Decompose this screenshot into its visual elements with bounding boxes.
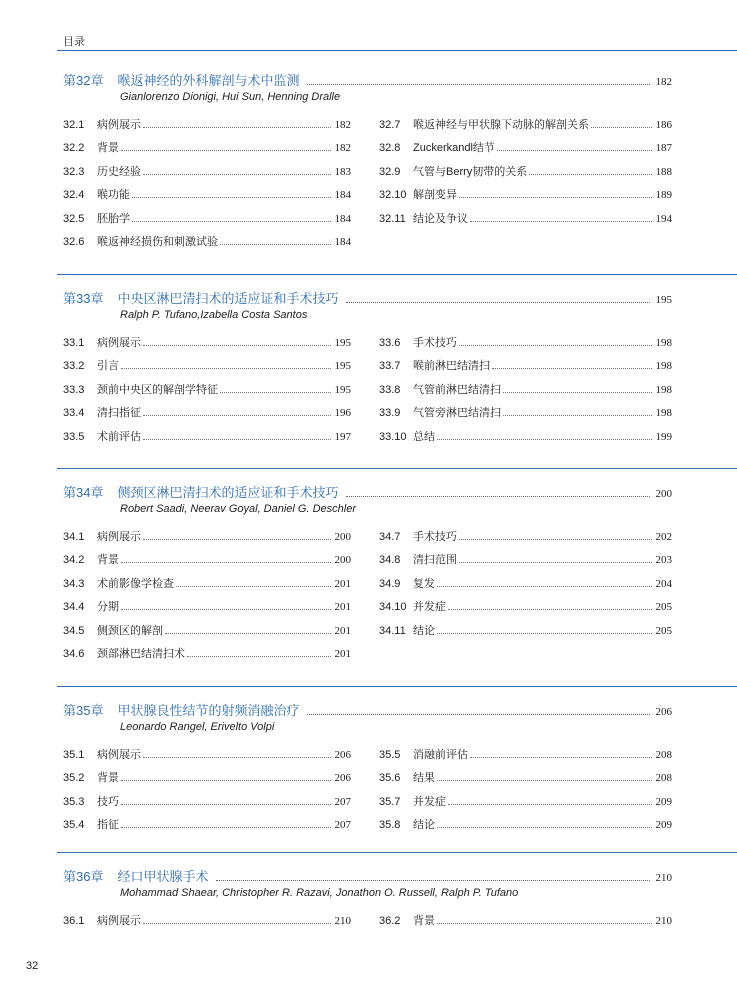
section-page: 184	[334, 189, 351, 202]
section-title: 背景	[97, 772, 119, 785]
section-page: 184	[334, 212, 351, 225]
entry-column-left	[63, 528, 351, 668]
section-title: 喉返神经与甲状腺下动脉的解剖关系	[413, 119, 589, 131]
section-number: 32.11	[379, 212, 406, 225]
section-number: 32.6	[63, 235, 85, 248]
section-page: 198	[655, 360, 672, 373]
chapter-title: 侧颈区淋巴清扫术的适应证和手术技巧	[117, 485, 339, 500]
entry-column-left	[63, 746, 351, 840]
chapter-title: 喉返神经的外科解剖与术中监测	[117, 73, 300, 88]
section-number: 33.4	[63, 407, 85, 420]
section-title: 消融前评估	[413, 749, 468, 761]
entry-column-left	[63, 116, 351, 256]
entry-column-right	[379, 746, 672, 840]
leader-dots	[437, 827, 652, 828]
chapter-heading[interactable]	[63, 482, 672, 500]
chapter-page: 200	[655, 488, 672, 500]
section-title: 解剖变异	[413, 189, 457, 202]
section-page: 188	[655, 165, 672, 178]
chapter-divider	[57, 852, 737, 853]
section-title: 背景	[97, 554, 119, 567]
leader-dots	[216, 880, 649, 881]
section-page: 201	[334, 647, 351, 660]
section-number: 35.7	[379, 795, 401, 808]
toc-entry[interactable]	[379, 598, 672, 621]
toc-entry[interactable]	[63, 404, 351, 427]
section-page: 207	[334, 795, 351, 808]
section-page: 195	[334, 360, 351, 373]
toc-entry[interactable]	[63, 645, 351, 668]
section-number: 33.5	[63, 430, 85, 443]
leader-dots	[503, 392, 652, 393]
section-page: 183	[334, 165, 351, 178]
section-number: 34.1	[63, 531, 85, 543]
section-number: 32.10	[379, 189, 407, 202]
chapter-title: 甲状腺良性结节的射频消融治疗	[117, 703, 300, 718]
leader-dots	[121, 780, 331, 781]
toc-entry[interactable]	[379, 186, 672, 209]
section-page: 208	[655, 749, 672, 761]
leader-dots	[132, 197, 331, 198]
section-title: 病例展示	[97, 749, 141, 761]
chapter-title: 中央区淋巴清扫术的适应证和手术技巧	[117, 291, 339, 306]
toc-entry[interactable]	[63, 116, 351, 139]
toc-entry[interactable]	[63, 816, 351, 839]
section-page: 182	[334, 119, 351, 131]
toc-entry[interactable]	[379, 575, 672, 598]
toc-entry[interactable]	[63, 746, 351, 769]
leader-dots	[497, 150, 652, 151]
entry-column-left	[63, 334, 351, 451]
section-number: 34.10	[379, 601, 407, 614]
toc-entry[interactable]	[379, 404, 672, 427]
section-page: 198	[655, 383, 672, 396]
toc-entry[interactable]	[63, 551, 351, 574]
section-number: 33.1	[63, 337, 85, 349]
section-number: 32.4	[63, 189, 85, 202]
entry-column-right	[379, 116, 672, 233]
chapter-authors: Mohammad Shaear, Christopher R. Razavi, Jonathon O. Russell, Ralph P. Tufano	[120, 887, 519, 899]
toc-entry[interactable]	[379, 528, 672, 551]
section-number: 33.8	[379, 383, 401, 396]
toc-entry[interactable]	[63, 357, 351, 380]
leader-dots	[165, 633, 331, 634]
leader-dots	[437, 586, 652, 587]
section-page: 182	[334, 142, 351, 155]
entry-column-right	[379, 334, 672, 451]
section-title: 分期	[97, 601, 119, 614]
section-title: 喉返神经损伤和刺激试验	[97, 235, 218, 248]
section-number: 35.8	[379, 819, 401, 832]
section-page: 208	[655, 772, 672, 785]
chapter-authors: Gianlorenzo Dionigi, Hui Sun, Henning Dralle	[120, 91, 341, 103]
toc-entry[interactable]	[379, 746, 672, 769]
section-number: 34.2	[63, 554, 85, 567]
section-page: 201	[334, 577, 351, 590]
section-number: 34.11	[379, 624, 406, 637]
leader-dots	[448, 609, 652, 610]
toc-entry[interactable]	[63, 769, 351, 792]
leader-dots	[437, 923, 652, 924]
section-page: 201	[334, 601, 351, 614]
toc-entry[interactable]	[63, 622, 351, 645]
section-title: 并发症	[413, 795, 446, 808]
leader-dots	[121, 150, 331, 151]
section-title: 术前影像学检查	[97, 577, 174, 590]
leader-dots	[492, 368, 652, 369]
section-page: 199	[655, 430, 672, 443]
section-title: 气管前淋巴结清扫	[413, 383, 501, 396]
toc-entry[interactable]	[379, 551, 672, 574]
chapter-number: 第33章	[63, 291, 104, 306]
leader-dots	[346, 302, 649, 303]
section-number: 35.3	[63, 795, 85, 808]
toc-entry[interactable]	[63, 210, 351, 233]
leader-dots	[459, 197, 652, 198]
section-title: 背景	[97, 142, 119, 155]
toc-entry[interactable]	[63, 233, 351, 256]
section-page: 186	[655, 119, 672, 131]
section-page: 200	[334, 554, 351, 567]
section-page: 194	[655, 212, 672, 225]
section-title: 手术技巧	[413, 337, 457, 349]
leader-dots	[591, 127, 652, 128]
leader-dots	[143, 345, 331, 346]
section-number: 32.9	[379, 165, 401, 178]
header-rule	[57, 50, 737, 51]
leader-dots	[470, 757, 652, 758]
leader-dots	[448, 804, 652, 805]
section-page: 210	[334, 915, 351, 927]
section-number: 34.5	[63, 624, 85, 637]
section-number: 33.3	[63, 383, 85, 396]
leader-dots	[470, 221, 652, 222]
toc-entry[interactable]	[63, 428, 351, 451]
leader-dots	[143, 415, 331, 416]
toc-entry[interactable]	[379, 769, 672, 792]
toc-entry[interactable]	[379, 163, 672, 186]
section-number: 32.2	[63, 142, 85, 155]
section-number: 32.3	[63, 165, 85, 178]
toc-entry[interactable]	[63, 163, 351, 186]
section-title: 总结	[413, 430, 435, 443]
toc-entry[interactable]	[379, 622, 672, 645]
leader-dots	[176, 586, 331, 587]
section-title: 并发症	[413, 601, 446, 614]
section-number: 32.8	[379, 142, 401, 155]
leader-dots	[143, 127, 331, 128]
chapter-heading[interactable]	[63, 700, 672, 718]
section-page: 198	[655, 407, 672, 420]
section-page: 197	[334, 430, 351, 443]
section-title: 气管与Berry韧带的关系	[413, 165, 528, 178]
section-page: 207	[334, 819, 351, 832]
section-page: 201	[334, 624, 351, 637]
leader-dots	[529, 174, 651, 175]
running-header: 目录	[63, 36, 85, 48]
toc-entry[interactable]	[379, 334, 672, 357]
chapter-authors: Ralph P. Tufano,Izabella Costa Santos	[120, 309, 308, 321]
leader-dots	[503, 415, 652, 416]
section-number: 34.9	[379, 577, 401, 590]
section-page: 187	[655, 142, 672, 155]
leader-dots	[459, 562, 652, 563]
section-page: 200	[334, 531, 351, 543]
section-page: 189	[655, 189, 672, 202]
section-title: 清扫指征	[97, 407, 141, 420]
section-title: 颈部淋巴结清扫术	[97, 647, 185, 660]
section-title: 结论	[413, 819, 435, 832]
toc-entry[interactable]	[63, 912, 351, 935]
chapter-divider	[57, 686, 737, 687]
leader-dots	[132, 221, 331, 222]
leader-dots	[437, 633, 652, 634]
page-number: 32	[26, 960, 39, 972]
chapter-number: 第32章	[63, 73, 104, 88]
section-page: 195	[334, 383, 351, 396]
chapter-number: 第36章	[63, 869, 104, 884]
section-page: 205	[655, 601, 672, 614]
section-title: 背景	[413, 915, 435, 927]
section-number: 32.1	[63, 119, 85, 131]
section-title: 喉前淋巴结清扫	[413, 360, 490, 373]
section-page: 198	[655, 337, 672, 349]
toc-entry[interactable]	[63, 793, 351, 816]
toc-entry[interactable]	[63, 381, 351, 404]
leader-dots	[143, 439, 331, 440]
section-page: 205	[655, 624, 672, 637]
section-title: 手术技巧	[413, 531, 457, 543]
section-number: 33.9	[379, 407, 401, 420]
leader-dots	[459, 539, 652, 540]
toc-entry[interactable]	[63, 575, 351, 598]
section-page: 204	[655, 577, 672, 590]
section-number: 35.6	[379, 772, 401, 785]
section-title: 病例展示	[97, 531, 141, 543]
toc-entry[interactable]	[379, 116, 672, 139]
section-number: 32.7	[379, 119, 401, 131]
section-number: 33.7	[379, 360, 401, 373]
toc-entry[interactable]	[379, 381, 672, 404]
leader-dots	[143, 757, 331, 758]
section-page: 202	[655, 531, 672, 543]
section-page: 206	[334, 772, 351, 785]
leader-dots	[121, 827, 331, 828]
section-title: 复发	[413, 577, 435, 590]
section-title: 指征	[97, 819, 119, 832]
section-page: 206	[334, 749, 351, 761]
section-number: 32.5	[63, 212, 85, 225]
section-title: 结论及争议	[413, 212, 468, 225]
section-number: 33.6	[379, 337, 401, 349]
section-title: 术前评估	[97, 430, 141, 443]
toc-entry[interactable]	[379, 912, 672, 935]
section-title: 病例展示	[97, 337, 141, 349]
leader-dots	[459, 345, 652, 346]
leader-dots	[143, 539, 331, 540]
entry-column-left	[63, 912, 351, 935]
section-number: 36.1	[63, 915, 85, 927]
leader-dots	[121, 804, 331, 805]
toc-entry[interactable]	[63, 334, 351, 357]
section-title: 历史经验	[97, 165, 141, 178]
chapter-divider	[57, 468, 737, 469]
leader-dots	[121, 368, 331, 369]
leader-dots	[220, 392, 331, 393]
section-number: 34.7	[379, 531, 401, 543]
section-title: 病例展示	[97, 915, 141, 927]
leader-dots	[187, 656, 331, 657]
section-title: 引言	[97, 360, 119, 373]
chapter-page: 210	[655, 872, 672, 884]
leader-dots	[143, 923, 331, 924]
toc-entry[interactable]	[379, 793, 672, 816]
chapter-title: 经口甲状腺手术	[117, 869, 209, 884]
section-number: 35.5	[379, 749, 401, 761]
chapter-heading[interactable]	[63, 288, 672, 306]
toc-entry[interactable]	[379, 139, 672, 162]
chapter-authors: Leonardo Rangel, Erivelto Volpi	[120, 721, 275, 733]
section-title: 结论	[413, 624, 435, 637]
section-title: 颈前中央区的解剖学特征	[97, 383, 218, 396]
section-page: 195	[334, 337, 351, 349]
toc-entry[interactable]	[63, 139, 351, 162]
section-title: 技巧	[97, 795, 119, 808]
section-title: Zuckerkandl结节	[413, 142, 495, 155]
section-page: 210	[655, 915, 672, 927]
section-title: 清扫范围	[413, 554, 457, 567]
leader-dots	[220, 244, 331, 245]
leader-dots	[121, 609, 331, 610]
section-number: 35.2	[63, 772, 85, 785]
chapter-page: 182	[655, 76, 672, 88]
section-number: 33.10	[379, 430, 407, 443]
section-page: 209	[655, 795, 672, 808]
section-title: 喉功能	[97, 189, 130, 202]
leader-dots	[437, 439, 652, 440]
section-number: 36.2	[379, 915, 401, 927]
entry-column-right	[379, 912, 672, 935]
chapter-divider	[57, 274, 737, 275]
section-number: 35.4	[63, 819, 85, 832]
section-title: 侧颈区的解剖	[97, 624, 163, 637]
section-number: 34.6	[63, 647, 85, 660]
section-title: 胚胎学	[97, 212, 130, 225]
section-number: 34.3	[63, 577, 85, 590]
toc-entry[interactable]	[379, 428, 672, 451]
toc-entry[interactable]	[379, 210, 672, 233]
toc-entry[interactable]	[379, 816, 672, 839]
leader-dots	[143, 174, 331, 175]
chapter-number: 第34章	[63, 485, 104, 500]
leader-dots	[437, 780, 652, 781]
entry-column-right	[379, 528, 672, 645]
chapter-number: 第35章	[63, 703, 104, 718]
toc-entry[interactable]	[63, 528, 351, 551]
section-number: 34.8	[379, 554, 401, 567]
leader-dots	[346, 496, 649, 497]
chapter-page: 206	[655, 706, 672, 718]
chapter-heading[interactable]	[63, 70, 672, 88]
section-number: 35.1	[63, 749, 85, 761]
toc-entry[interactable]	[63, 598, 351, 621]
chapter-page: 195	[655, 294, 672, 306]
section-title: 气管旁淋巴结清扫	[413, 407, 501, 420]
toc-entry[interactable]	[379, 357, 672, 380]
leader-dots	[307, 714, 649, 715]
leader-dots	[121, 562, 331, 563]
section-page: 209	[655, 819, 672, 832]
section-title: 结果	[413, 772, 435, 785]
section-number: 34.4	[63, 601, 85, 614]
chapter-heading[interactable]	[63, 866, 672, 884]
section-page: 184	[334, 235, 351, 248]
section-number: 33.2	[63, 360, 85, 373]
section-page: 203	[655, 554, 672, 567]
section-page: 196	[334, 407, 351, 420]
section-title: 病例展示	[97, 119, 141, 131]
chapter-authors: Robert Saadi, Neerav Goyal, Daniel G. Deschler	[120, 503, 356, 515]
leader-dots	[307, 84, 649, 85]
toc-entry[interactable]	[63, 186, 351, 209]
